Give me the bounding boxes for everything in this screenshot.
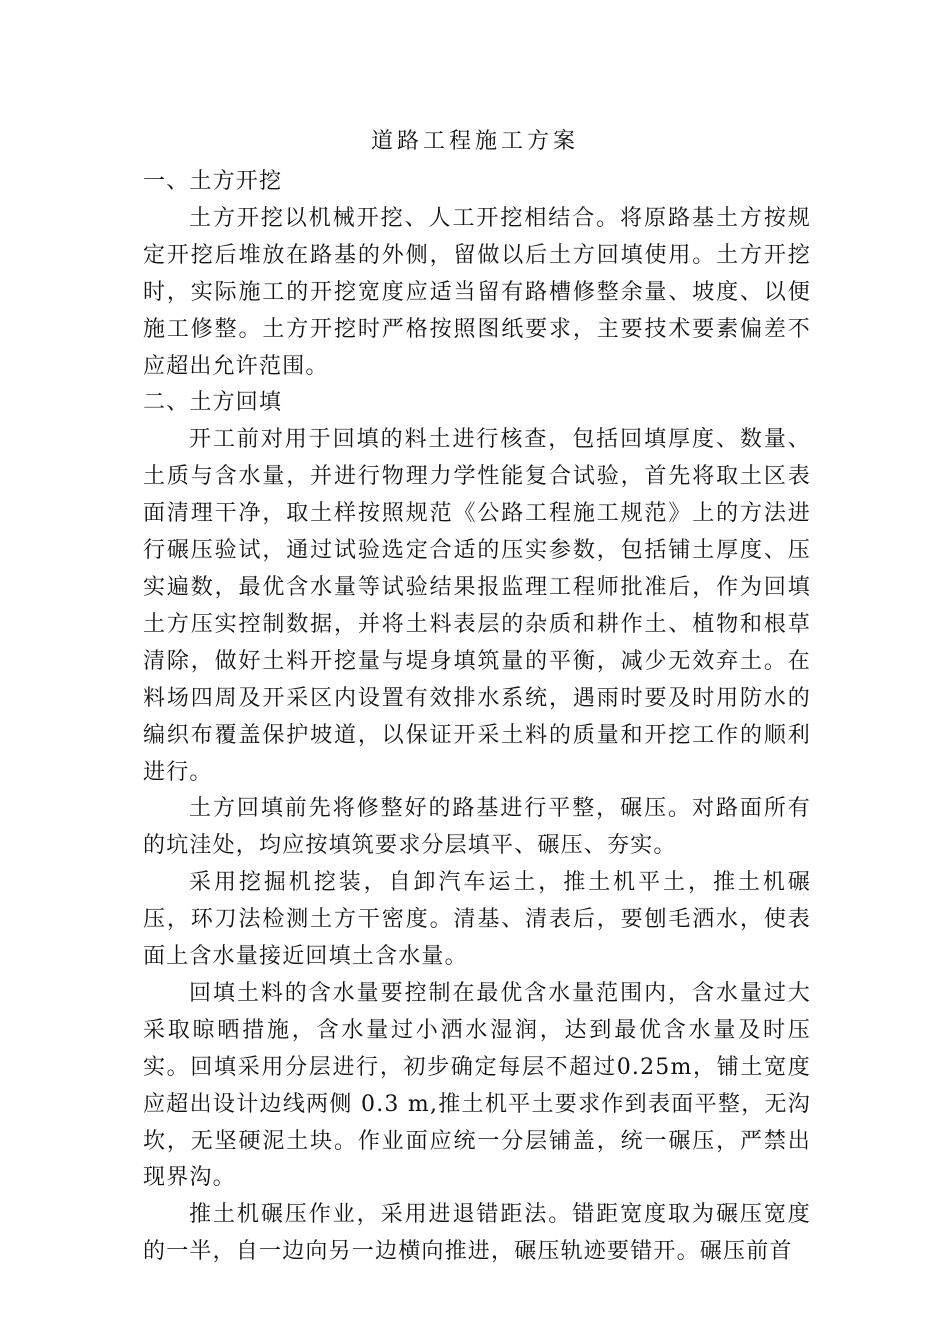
document-body: [143, 164, 811, 1271]
section-heading-earth-excavation: 一、土方开挖: [143, 169, 283, 194]
document-title: 道路工程施工方案: [370, 129, 579, 154]
paragraph-subgrade-leveling: 土方回填前先将修整好的路基进行平整，碾压。对路面所有的坑洼处，均应按填筑要求分层填平、碾压、夯实。: [143, 796, 811, 859]
paragraph-excavation-method: 土方开挖以机械开挖、人工开挖相结合。将原路基土方按规定开挖后堆放在路基的外侧，留做以后土方回填使用。土方开挖时，实际施工的开挖宽度应适当留有路槽修整余量、坡度、以便施工修整。土方开挖时严格按照图纸要求，主要技术要素偏差不应超出允许范围。: [143, 205, 811, 379]
paragraph-material-inspection: 开工前对用于回填的料土进行核查，包括回填厚度、数量、土质与含水量，并进行物理力学性能复合试验，首先将取土区表面清理干净，取土样按照规范《公路工程施工规范》上的方法进行碾压验试，通过试验选定合适的压实参数，包括铺土厚度、压实遍数，最优含水量等试验结果报监理工程师批准后，作为回填土方压实控制数据，并将土料表层的杂质和耕作土、植物和根草清除，做好土料开挖量与堤身填筑量的平衡，减少无效弃土。在料场四周及开采区内设置有效排水系统，遇雨时要及时用防水的编织布覆盖保护坡道，以保证开采土料的质量和开挖工作的顺利进行。: [143, 427, 811, 785]
paragraph-moisture-control: 回填土料的含水量要控制在最优含水量范围内，含水量过大采取晾晒措施，含水量过小洒水湿润，达到最优含水量及时压实。回填采用分层进行，初步确定每层不超过0.25m，铺土宽度应超出设计边线两侧 0.3 m,推土机平土要求作到表面平整，无沟坎，无坚硬泥土块。作业面应统一分层铺盖，统一碾压，严禁出现界沟。: [143, 980, 811, 1191]
paragraph-compaction: 推土机碾压作业，采用进退错距法。错距宽度取为碾压宽度的一半，自一边向另一边横向推进，碾压轨迹要错开。碾压前首: [143, 1202, 811, 1265]
paragraph-machinery: 采用挖掘机挖装，自卸汽车运土，推土机平土，推土机碾压，环刀法检测土方干密度。清基、清表后，要刨毛洒水，使表面上含水量接近回填土含水量。: [143, 870, 811, 970]
section-heading-earth-backfill: 二、土方回填: [143, 390, 283, 416]
